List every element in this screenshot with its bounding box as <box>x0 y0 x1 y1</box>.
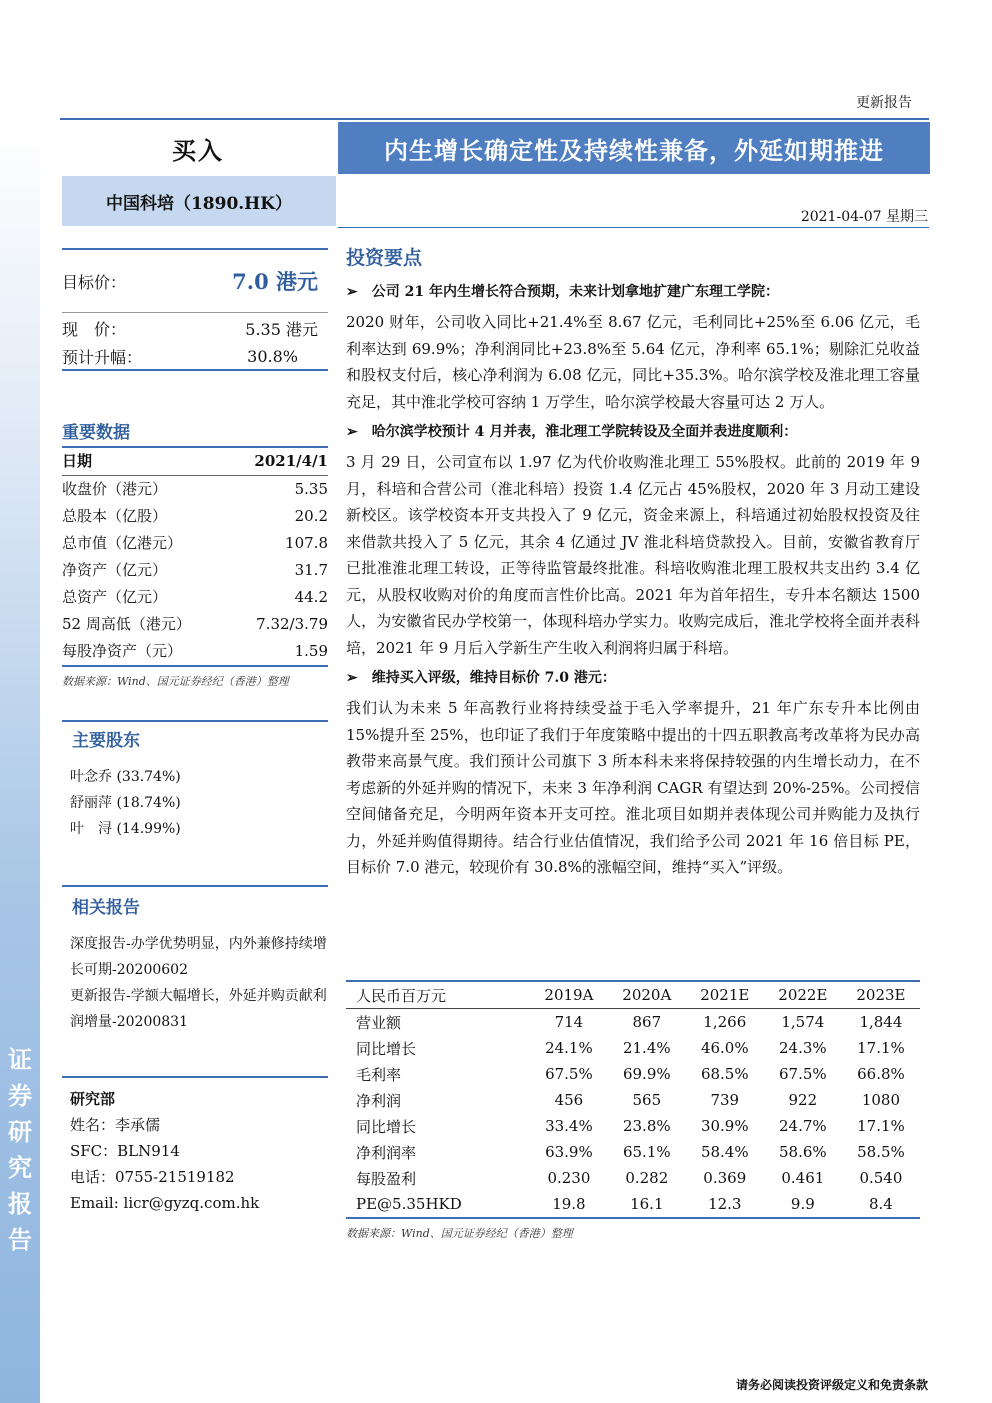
financial-table <box>346 980 920 1219</box>
table-cell: 0.230 <box>547 1169 591 1187</box>
table-header-cell: 2019A <box>544 986 594 1004</box>
row-label: 同比增长 <box>356 1039 417 1058</box>
point-heading <box>346 421 920 443</box>
key-data-header <box>62 448 328 476</box>
table-cell: 67.5% <box>545 1065 593 1083</box>
key-data-row <box>62 638 328 665</box>
row-label: 营业额 <box>356 1013 402 1032</box>
sidebar-label: 证 券 研 究 报 告 <box>8 1045 32 1254</box>
bullet-arrow-icon: ➢ <box>346 284 358 300</box>
rating: 买入 <box>172 136 224 165</box>
table-cell: 46.0% <box>700 1039 749 1057</box>
table-row <box>346 1165 920 1191</box>
key-data-row <box>62 503 328 530</box>
table-row <box>346 1191 920 1218</box>
key-data-row <box>62 557 328 584</box>
table-cell: 69.9% <box>622 1065 671 1083</box>
table-cell: 714 <box>554 1013 584 1031</box>
key-data-label: 52 周高低（港元） <box>62 615 191 633</box>
table-cell: 12.3 <box>708 1195 742 1213</box>
table-row <box>346 1087 920 1113</box>
row-label: PE@5.35HKD <box>356 1195 462 1213</box>
key-data-value: 1.59 <box>294 642 328 660</box>
target-price-label: 目标价： <box>62 272 127 292</box>
key-data-section <box>62 418 328 689</box>
table-cell: 8.4 <box>869 1195 893 1213</box>
key-data-value: 20.2 <box>294 507 328 525</box>
key-data-row <box>62 584 328 611</box>
financial-summary <box>346 980 920 1241</box>
table-row <box>346 1061 920 1087</box>
analyst-dept: 研究部 <box>70 1090 116 1108</box>
point-heading-text: 维持买入评级，维持目标价 7.0 港元： <box>371 670 616 686</box>
key-data-label: 收盘价（港元） <box>62 480 168 498</box>
key-data-label: 每股净资产（元） <box>62 642 183 660</box>
table-cell: 65.1% <box>622 1143 671 1161</box>
key-data-value: 7.32/3.79 <box>256 615 328 633</box>
shareholders-section <box>62 720 328 842</box>
table-cell: 456 <box>554 1091 584 1109</box>
table-cell: 58.4% <box>700 1143 749 1161</box>
key-data-value: 107.8 <box>285 534 328 552</box>
table-row <box>346 1139 920 1165</box>
section-title: 投资要点 <box>346 247 423 269</box>
table-cell: 739 <box>710 1091 740 1109</box>
key-data-row <box>62 476 328 503</box>
table-cell: 867 <box>632 1013 662 1031</box>
table-cell: 24.3% <box>779 1039 827 1057</box>
target-price-value: 7.0 港元 <box>232 269 318 294</box>
analyst-phone: 电话：0755-21519182 <box>70 1168 235 1186</box>
key-data-row <box>62 530 328 557</box>
key-data-value: 5.35 <box>294 480 328 498</box>
key-data-title: 重要数据 <box>62 418 328 448</box>
row-label: 净利润率 <box>356 1143 417 1162</box>
table-cell: 23.8% <box>622 1117 671 1135</box>
table-cell: 17.1% <box>857 1039 905 1057</box>
row-label: 每股盈利 <box>356 1169 417 1188</box>
main-content <box>346 243 920 885</box>
row-label: 同比增长 <box>356 1117 417 1136</box>
table-cell: 0.282 <box>625 1169 669 1187</box>
bullet-arrow-icon: ➢ <box>346 424 358 440</box>
table-cell: 24.7% <box>779 1117 827 1135</box>
table-row <box>346 1035 920 1061</box>
table-cell: 58.5% <box>857 1143 905 1161</box>
table-cell: 565 <box>632 1091 662 1109</box>
shareholder-item: 叶念乔 (33.74%) <box>70 769 181 785</box>
table-header-cell: 2022E <box>778 986 828 1004</box>
table-cell: 0.461 <box>781 1169 825 1187</box>
table-cell: 19.8 <box>552 1195 586 1213</box>
key-data-value: 44.2 <box>294 588 328 606</box>
point-body: 我们认为未来 5 年高教行业将持续受益于毛入学率提升，21 年广东专升本比例由 15%提升至 25%，也印证了我们于年度策略中提出的十四五职教高考改革将为民办高教带来高景气度。我们预计公司旗下 3 所本科未来将保持较强的内生增长动力，在不考虑新的外延并购的情况下，未来 3 年净利润 CAGR 有望达到 20%-25%。公司授信空间储备充足，今明两年资本开支可控。淮北项目如期并表体现公司并购能力及执行力，外延并购值得期待。结合行业估值情况，我们给予公司 2021 年 16 倍目标 PE，目标价 7.0 港元，较现价有 30.8%的涨幅空间，维持“买入”评级。 <box>346 699 920 876</box>
disclaimer-footer: 请务必阅读投资评级定义和免责条款 <box>735 1378 928 1392</box>
report-type: 更新报告 <box>856 95 912 111</box>
key-data-row <box>62 611 328 638</box>
bullet-arrow-icon: ➢ <box>346 670 358 686</box>
related-title: 相关报告 <box>62 885 328 923</box>
shareholders-title: 主要股东 <box>62 720 328 756</box>
table-cell: 24.1% <box>545 1039 593 1057</box>
point-body: 3 月 29 日，公司宣布以 1.97 亿为代价收购淮北理工 55%股权。此前的 2019 年 9 月，科培和合营公司（淮北科培）投资 1.4 亿元占 45%股权，2020 年 3 月动工建设新校区。该学校资本开支共投入了 9 亿元，资金来源上，科培通过初始股权投资及往来借款共投入了 5 亿元，其余 4 亿通过 JV 淮北科培贷款投入。目前，安徽省教育厅已批准淮北理工转设，正等待监管最终批准。科培收购淮北理工股权共支出约 3.4 亿元，从股权收购对价的角度而言性价比高。2021 年为首年招生，专升本名额达 1500 人，为安徽省民办学校第一，体现科培办学实力。收购完成后，淮北学校将全面并表科培，2021 年 9 月后入学新生产生收入利润将归属于科培。 <box>346 453 920 657</box>
report-date: 2021-04-07 星期三 <box>800 209 928 225</box>
table-cell: 30.9% <box>700 1117 749 1135</box>
current-price-label: 现 价： <box>62 319 127 339</box>
key-data-label: 总股本（亿股） <box>62 507 168 525</box>
table-cell: 0.540 <box>859 1169 903 1187</box>
table-cell: 922 <box>788 1091 818 1109</box>
table-cell: 63.9% <box>545 1143 593 1161</box>
table-cell: 17.1% <box>857 1117 905 1135</box>
shareholder-item: 叶 浔 (14.99%) <box>70 821 181 837</box>
analyst-sfc: SFC：BLN914 <box>70 1142 180 1160</box>
upside-value: 30.8% <box>247 346 298 366</box>
analyst-section <box>62 1076 328 1216</box>
point-heading-text: 哈尔滨学校预计 4 月并表，淮北理工学院转设及全面并表进度顺利： <box>371 424 798 440</box>
table-cell: 16.1 <box>630 1195 664 1213</box>
date-divider <box>338 227 929 228</box>
table-cell: 58.6% <box>779 1143 827 1161</box>
table-header-cell: 人民币百万元 <box>356 986 447 1005</box>
header-divider <box>60 118 929 120</box>
table-header-cell: 2023E <box>856 986 906 1004</box>
point-body: 2020 财年，公司收入同比+21.4%至 8.67 亿元，毛利同比+25%至 6.06 亿元，毛利率达到 69.9%；净利润同比+23.8%至 5.64 亿元，净利率 65.1%；剔除汇兑收益和股权支付后，核心净利润为 6.08 亿元，同比+35.3%。哈尔滨学校及淮北理工容量充足，其中淮北学校可容纳 1 万学生，哈尔滨学校最大容量可达 2 万人。 <box>346 313 920 411</box>
related-section <box>62 885 328 1035</box>
company-name: 中国科培（1890.HK） <box>62 176 336 226</box>
analyst-email[interactable]: Email: licr@gyzq.com.hk <box>70 1194 260 1212</box>
upside-label: 预计升幅： <box>62 347 143 367</box>
table-row <box>346 1113 920 1139</box>
shareholder-item: 舒丽萍 (18.74%) <box>70 795 181 811</box>
table-cell: 9.9 <box>790 1195 815 1213</box>
financial-source: 数据来源：Wind、国元证券经纪（香港）整理 <box>346 1227 573 1240</box>
key-data-date-label: 日期 <box>62 452 93 470</box>
table-cell: 1,574 <box>781 1013 825 1031</box>
row-label: 毛利率 <box>356 1065 402 1084</box>
price-block <box>62 248 328 371</box>
table-cell: 33.4% <box>545 1117 593 1135</box>
table-cell: 67.5% <box>779 1065 827 1083</box>
key-data-label: 总资产（亿元） <box>62 588 168 606</box>
related-report-link[interactable]: 更新报告-学额大幅增长，外延并购贡献利润增量-20200831 <box>70 988 327 1030</box>
point-heading-text: 公司 21 年内生增长符合预期，未来计划拿地扩建广东理工学院： <box>371 284 779 300</box>
report-title: 内生增长确定性及持续性兼备，外延如期推进 <box>338 122 930 174</box>
key-data-label: 总市值（亿港元） <box>62 534 183 552</box>
table-cell: 1080 <box>861 1091 901 1109</box>
table-header-cell: 2021E <box>700 986 750 1004</box>
key-data-label: 净资产（亿元） <box>62 561 168 579</box>
table-cell: 1,266 <box>703 1013 747 1031</box>
key-data-value: 31.7 <box>294 561 328 579</box>
point-heading <box>346 281 920 303</box>
table-row <box>346 1009 920 1036</box>
analyst-name: 姓名：李承儒 <box>70 1116 161 1134</box>
table-cell: 66.8% <box>857 1065 905 1083</box>
key-data-source: 数据来源：Wind、国元证券经纪（香港）整理 <box>62 675 289 688</box>
row-label: 净利润 <box>356 1091 402 1110</box>
point-heading <box>346 667 920 689</box>
related-report-link[interactable]: 深度报告-办学优势明显，内外兼修持续增长可期-20200602 <box>70 936 327 978</box>
table-cell: 68.5% <box>700 1065 749 1083</box>
table-cell: 1,844 <box>859 1013 903 1031</box>
table-header-cell: 2020A <box>622 986 672 1004</box>
table-cell: 21.4% <box>622 1039 671 1057</box>
current-price-value: 5.35 港元 <box>245 319 318 339</box>
table-cell: 0.369 <box>703 1169 747 1187</box>
key-data-date-value: 2021/4/1 <box>254 452 328 470</box>
